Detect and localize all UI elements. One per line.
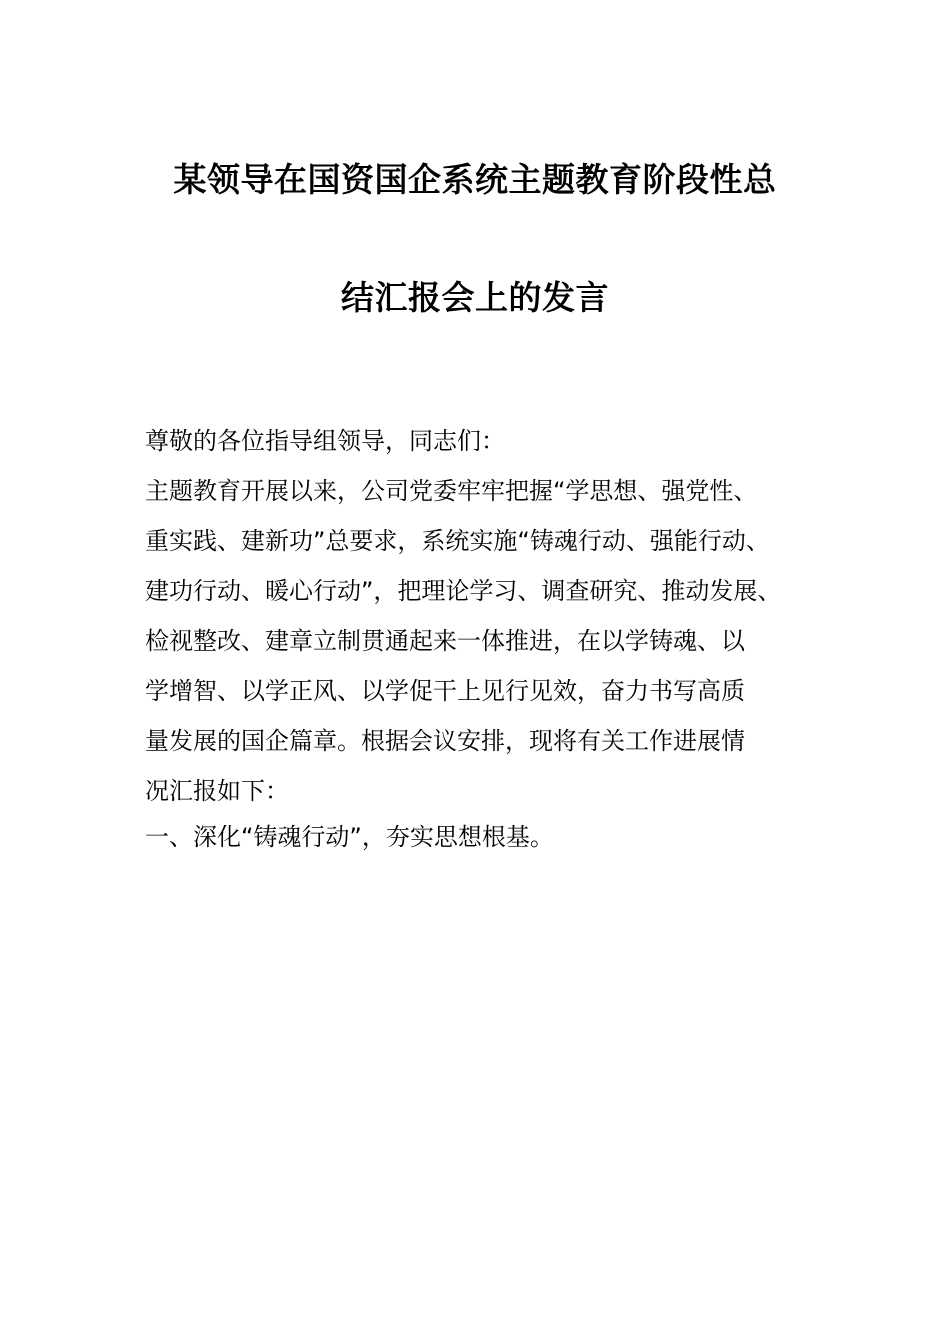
- paragraph-line: 建功行动、暖心行动”，把理论学习、调查研究、推动发展、: [145, 577, 782, 605]
- paragraph-line: 重实践、建新功”总要求，系统实施“铸魂行动、强能行动、: [145, 527, 770, 555]
- paragraph-line: 况汇报如下：: [145, 777, 289, 805]
- paragraph-line: 检视整改、建章立制贯通起来一体推进，在以学铸魂、以: [145, 627, 745, 655]
- intro-paragraph: [145, 466, 835, 816]
- document-title-line-2: 结汇报会上的发言: [341, 278, 609, 317]
- greeting: 尊敬的各位指导组领导，同志们：: [145, 427, 505, 455]
- document-title-line-1: 某领导在国资国企系统主题教育阶段性总: [173, 160, 777, 199]
- paragraph-line: 学增智、以学正风、以学促干上见行见效，奋力书写高质: [145, 677, 745, 705]
- paragraph-line: 主题教育开展以来，公司党委牢牢把握“学思想、强党性、: [145, 477, 758, 505]
- paragraph-line: 量发展的国企篇章。根据会议安排，现将有关工作进展情: [145, 727, 745, 755]
- section-heading: 一、深化“铸魂行动”，夯实思想根基。: [145, 823, 554, 851]
